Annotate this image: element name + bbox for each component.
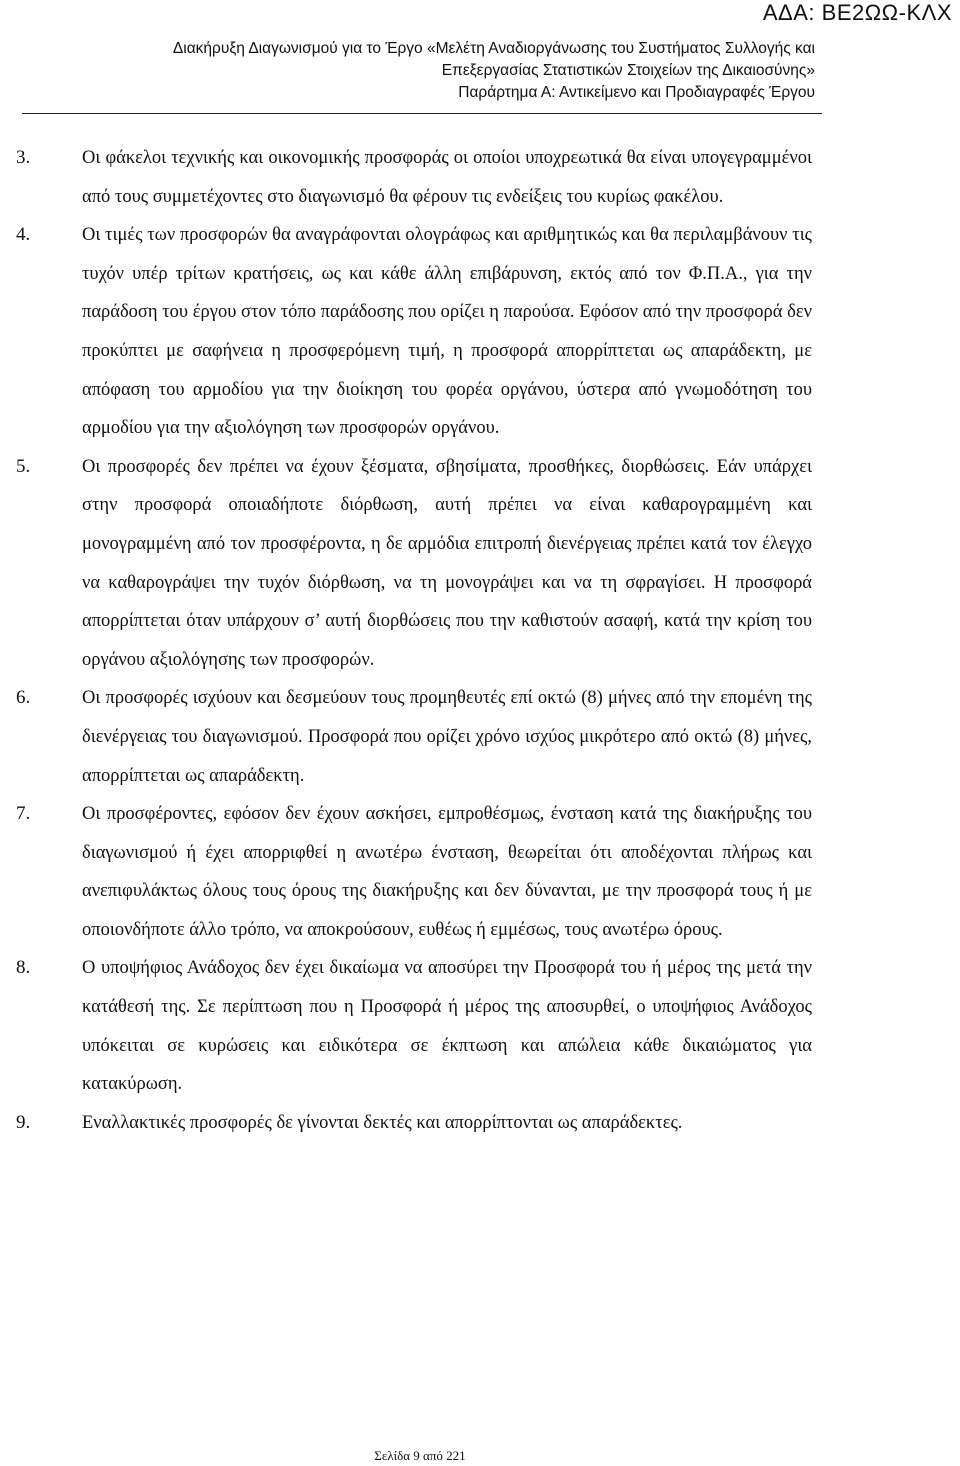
list-item-number: 5. bbox=[16, 455, 31, 477]
list-item-number: 3. bbox=[16, 147, 31, 168]
list-item-text: Οι προσφορές ισχύουν και δεσμεύουν τους προμηθευτές επί οκτώ (8) μήνες από την επομένη της διενέργειας του διαγωνισμού. Προσφορά που ορίζει χρόνο ισχύος μικρότερο από οκτώ (8) μήνες, απορρίπτεται ως απαράδεκτη. bbox=[82, 688, 812, 786]
list-item-text: Ο υποψήφιος Ανάδοχος δεν έχει δικαίωμα να αποσύρει την Προσφορά του ή μέρος της μετά την κατάθεσή της. Σε περίπτωση που η Προσφορά ή μέρος της αποσυρθεί, ο υποψήφιος Ανάδοχος υπόκειται σε κυρώσεις και ειδικότερα σε έκπτωση και απώλεια κάθε δικαιώματος για κατακύρωση. bbox=[82, 958, 812, 1095]
page-number: Σελίδα 9 από 221 bbox=[374, 1448, 466, 1463]
document-header bbox=[55, 38, 815, 104]
header-line-3: Παράρτημα Α: Αντικείμενο και Προδιαγραφές Έργου bbox=[458, 84, 815, 101]
list-item-number: 9. bbox=[16, 1111, 31, 1133]
list-item-number: 7. bbox=[16, 803, 31, 825]
list-item bbox=[0, 448, 960, 680]
list-item bbox=[0, 1104, 960, 1143]
list-item bbox=[0, 139, 960, 216]
ada-code: ΑΔΑ: ΒΕ2ΩΩ-ΚΛΧ bbox=[762, 0, 952, 25]
list-item bbox=[0, 949, 960, 1103]
header-line-1: Διακήρυξη Διαγωνισμού για το Έργο «Μελέτη Αναδιοργάνωσης του Συστήματος Συλλογής και bbox=[172, 40, 815, 57]
list-item-number: 4. bbox=[16, 224, 31, 246]
list-item-text: Εναλλακτικές προσφορές δε γίνονται δεκτές και απορρίπτονται ως απαράδεκτες. bbox=[82, 1112, 683, 1133]
list-item-text: Οι προσφορές δεν πρέπει να έχουν ξέσματα, σβησίματα, προσθήκες, διορθώσεις. Εάν υπάρχει στην προσφορά οποιαδήποτε διόρθωση, αυτή πρέπει να είναι καθαρογραμμένη και μονογραμμένη από τον προσφέροντα, η δε αρμόδια επιτροπή διενέργειας πρέπει κατά τον έλεγχο να καθαρογράψει την τυχόν διόρθωση, να τη μονογράψει και να τη σφραγίσει. Η προσφορά απορρίπτεται όταν υπάρχουν σ’ αυτή διορθώσεις που την καθιστούν ασαφή, κατά την κρίση του οργάνου αξιολόγησης των προσφορών. bbox=[82, 456, 812, 670]
header-line-2: Επεξεργασίας Στατιστικών Στοιχείων της Δικαιοσύνης» bbox=[441, 62, 815, 79]
list-item-text: Οι προσφέροντες, εφόσον δεν έχουν ασκήσει, εμπροθέσμως, ένσταση κατά της διακήρυξης του διαγωνισμού ή έχει απορριφθεί η ανωτέρω ένσταση, θεωρείται ότι αποδέχονται πλήρως και ανεπιφυλάκτως όλους τους όρους της διακήρυξης και δεν δύνανται, με την προσφορά τους ή με οποιονδήποτε άλλο τρόπο, να αποκρούσουν, ευθέως ή εμμέσως, τους ανωτέρω όρους. bbox=[82, 804, 812, 940]
header-divider bbox=[22, 113, 822, 114]
list-item-text: Οι τιμές των προσφορών θα αναγράφονται ολογράφως και αριθμητικώς και θα περιλαμβάνουν τις τυχόν υπέρ τρίτων κρατήσεις, ως και κάθε άλλη επιβάρυνση, εκτός από τον Φ.Π.Α., για την παράδοση του έργου στον τόπο παράδοσης που ορίζει η παρούσα. Εφόσον από την προσφορά δεν προκύπτει με σαφήνεια η προσφερόμενη τιμή, η προσφορά απορρίπτεται ως απαράδεκτη, με απόφαση του αρμοδίου για την διοίκηση του φορέα οργάνου, ύστερα από γνωμοδότηση του αρμοδίου για την αξιολόγηση των προσφορών οργάνου. bbox=[82, 225, 812, 439]
list-item-number: 6. bbox=[16, 687, 31, 709]
list-item bbox=[0, 216, 960, 448]
list-item-text: Οι φάκελοι τεχνικής και οικονομικής προσφοράς οι οποίοι υποχρεωτικά θα είναι υπογεγραμμένοι από τους συμμετέχοντες στο διαγωνισμό θα φέρουν τις ενδείξεις του κυρίως φακέλου. bbox=[82, 148, 812, 207]
list-item bbox=[0, 679, 960, 795]
list-item-number: 8. bbox=[16, 957, 31, 979]
numbered-list bbox=[0, 139, 960, 1142]
list-item bbox=[0, 795, 960, 949]
